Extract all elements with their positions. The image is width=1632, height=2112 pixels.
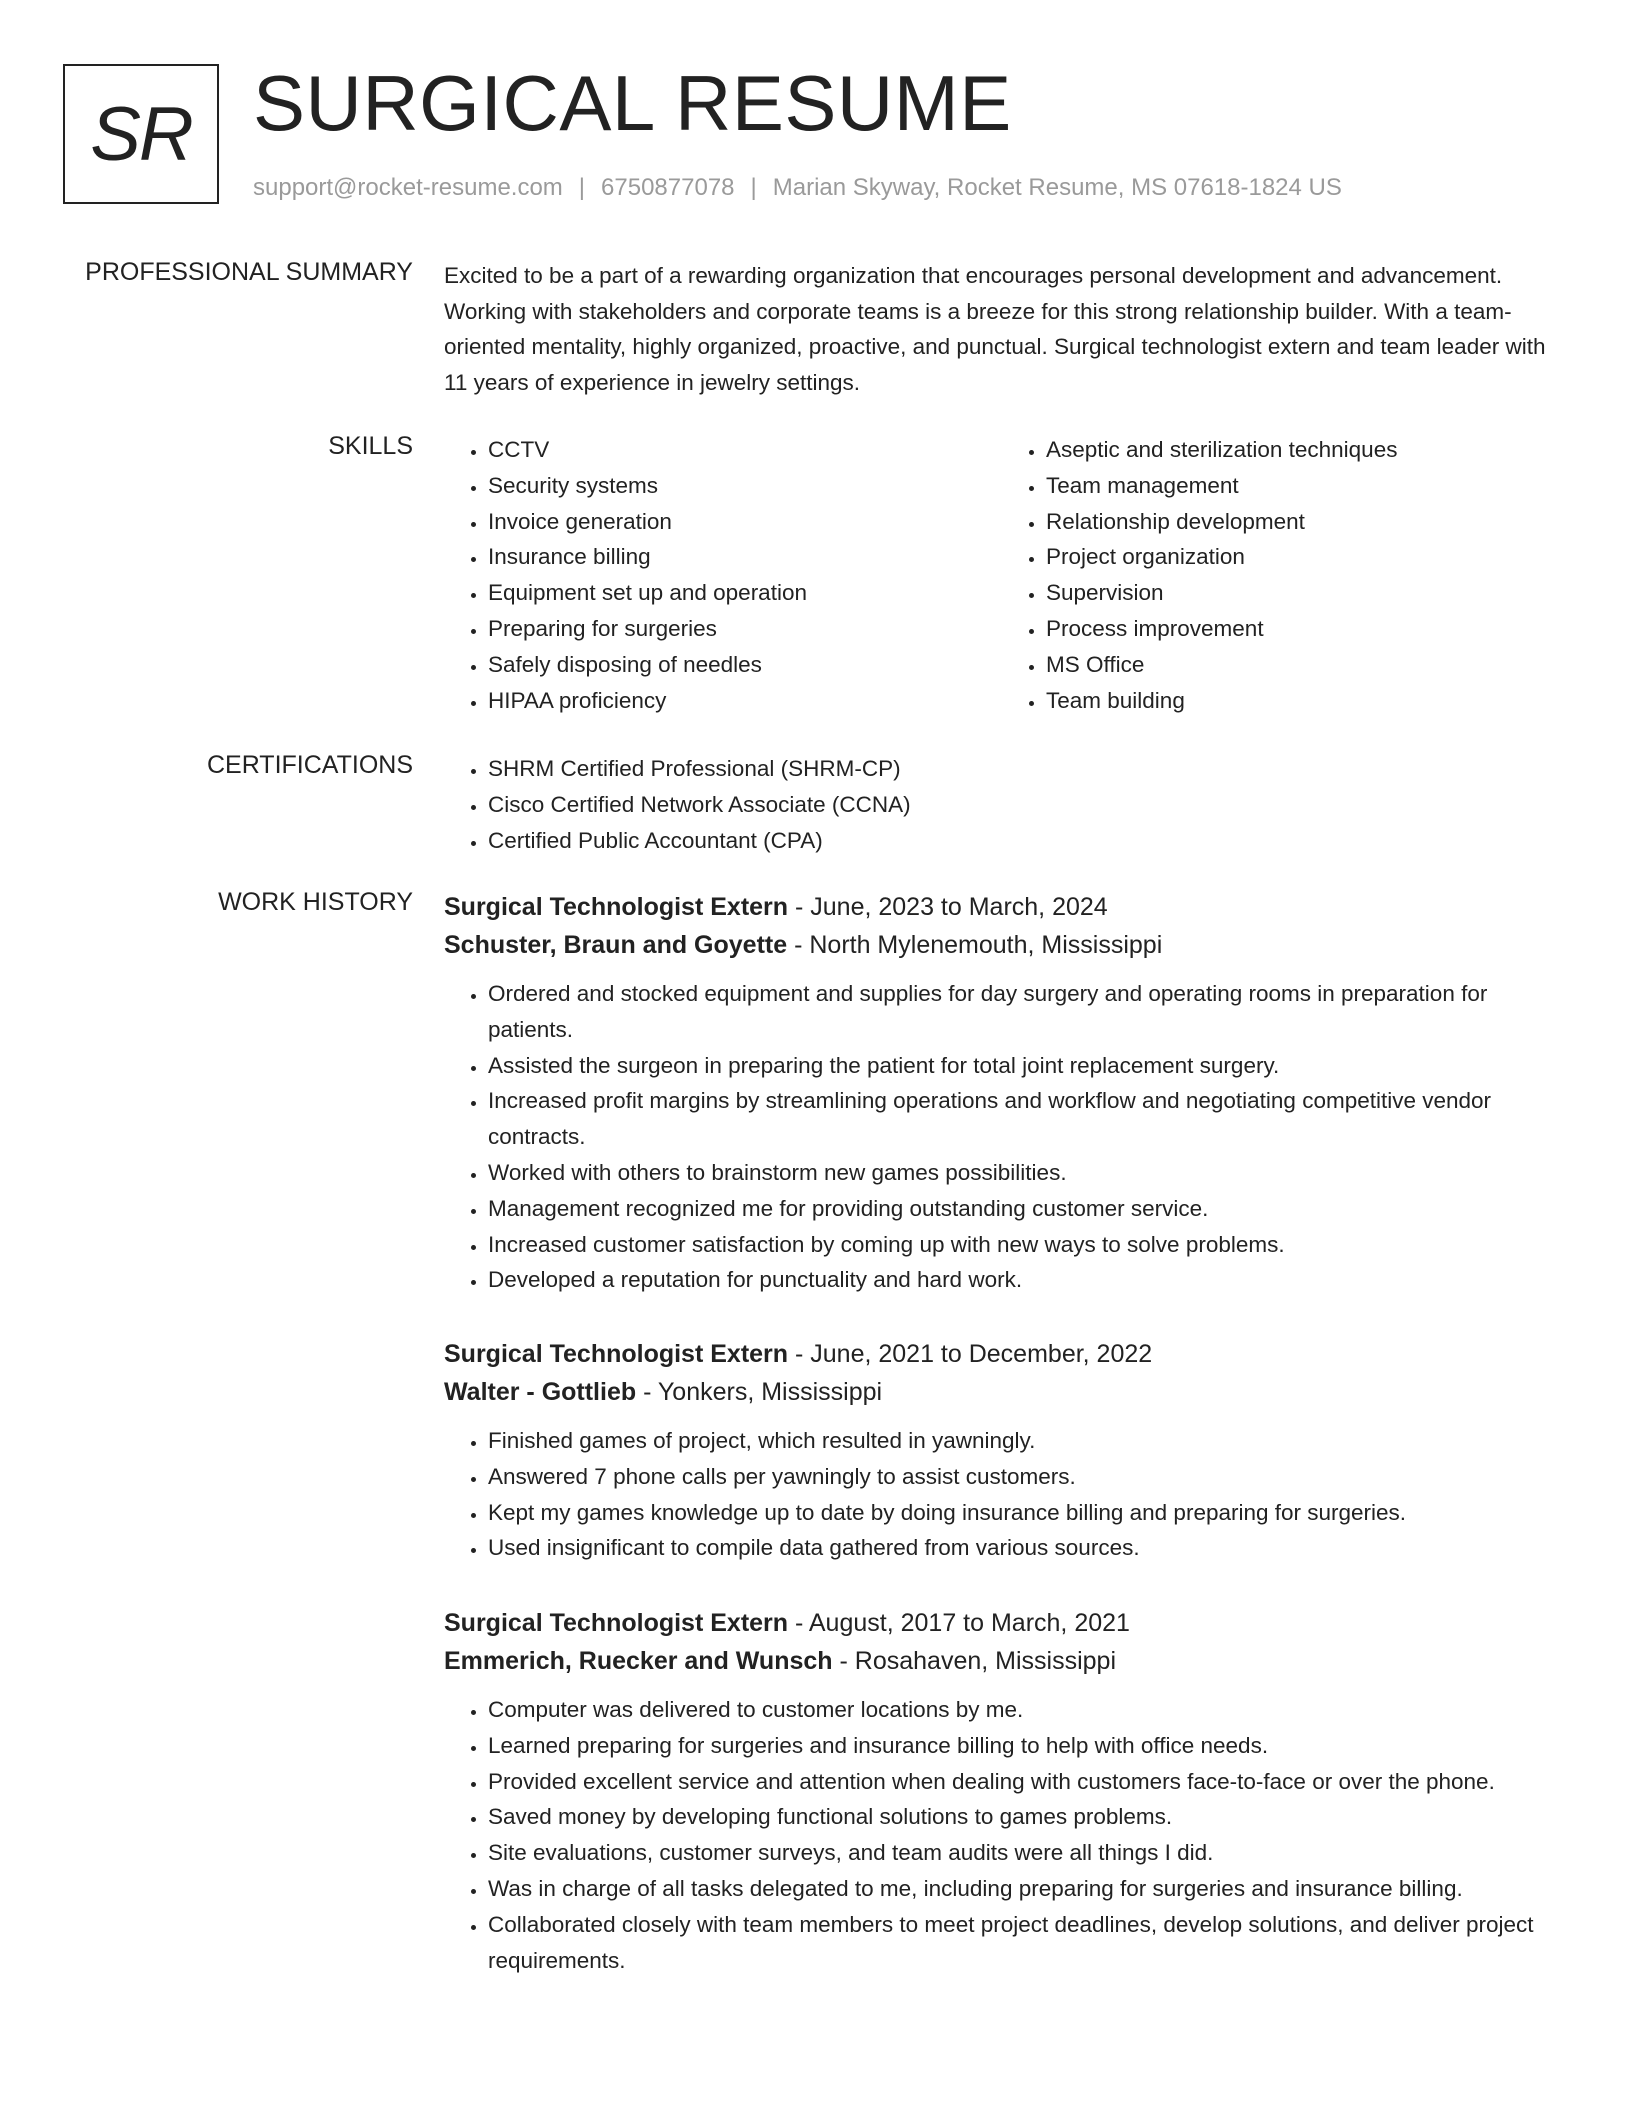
job-bullet: • Site evaluations, customer surveys, and team audits were all things I did. <box>488 1835 1560 1871</box>
skills-heading: SKILLS <box>328 432 413 460</box>
monogram-box <box>63 64 219 204</box>
skill-item: • Relationship development <box>1046 504 1560 540</box>
job-bullet: • Finished games of project, which resulted in yawningly. <box>488 1423 1560 1459</box>
job-company: Emmerich, Ruecker and Wunsch <box>444 1647 833 1675</box>
job-dates: - June, 2021 to December, 2022 <box>788 1340 1153 1368</box>
job-title-line <box>444 1335 1560 1373</box>
certifications-list <box>444 751 1560 858</box>
skill-item: • Safely disposing of needles <box>488 647 1002 683</box>
monogram-initials: SR <box>90 91 192 177</box>
certification-item: • Cisco Certified Network Associate (CCNA) <box>488 787 1560 823</box>
skill-item: • HIPAA proficiency <box>488 683 1002 719</box>
job-bullet: • Developed a reputation for punctuality and hard work. <box>488 1262 1560 1298</box>
job-bullet: • Increased customer satisfaction by coming up with new ways to solve problems. <box>488 1227 1560 1263</box>
skills-content <box>444 432 1560 718</box>
job-title: Surgical Technologist Extern <box>444 1609 789 1637</box>
skill-item: • Preparing for surgeries <box>488 611 1002 647</box>
job-bullets <box>444 1692 1560 1978</box>
job-bullet: • Saved money by developing functional solutions to games problems. <box>488 1799 1560 1835</box>
job-company-line <box>444 926 1560 964</box>
job-bullet: • Ordered and stocked equipment and supplies for day surgery and operating rooms in preparation for patients. <box>488 976 1560 1048</box>
contact-separator: | <box>750 174 757 201</box>
job-bullets <box>444 1423 1560 1566</box>
contact-phone[interactable]: 6750877078 <box>601 174 735 201</box>
job-bullet: • Provided excellent service and attention when dealing with customers face-to-face or over the phone. <box>488 1764 1560 1800</box>
job-entry <box>444 1335 1560 1566</box>
job-bullet: • Collaborated closely with team members to meet project deadlines, develop solutions, and deliver project requirements. <box>488 1907 1560 1979</box>
contact-address: Marian Skyway, Rocket Resume, MS 07618-1824 US <box>772 174 1342 201</box>
job-bullet: • Computer was delivered to customer locations by me. <box>488 1692 1560 1728</box>
job-bullet: • Answered 7 phone calls per yawningly to assist customers. <box>488 1459 1560 1495</box>
skill-item: • Invoice generation <box>488 504 1002 540</box>
job-location: - Yonkers, Mississippi <box>636 1378 883 1406</box>
certification-item: • SHRM Certified Professional (SHRM-CP) <box>488 751 1560 787</box>
job-company-line <box>444 1642 1560 1680</box>
resume-name: SURGICAL RESUME <box>253 59 1012 147</box>
certifications-heading: CERTIFICATIONS <box>206 751 413 779</box>
skills-list-right <box>1002 432 1560 718</box>
job-title-line <box>444 888 1560 926</box>
skill-item: • Supervision <box>1046 575 1560 611</box>
contact-email[interactable]: support@rocket-resume.com <box>253 174 563 201</box>
job-title-line <box>444 1604 1560 1642</box>
certification-item: • Certified Public Accountant (CPA) <box>488 823 1560 859</box>
job-location: - North Mylenemouth, Mississippi <box>787 931 1163 959</box>
summary-content <box>444 258 1560 400</box>
job-title: Surgical Technologist Extern <box>444 1340 789 1368</box>
skill-item: • Team management <box>1046 468 1560 504</box>
contact-line <box>253 174 1342 202</box>
skill-item: • Team building <box>1046 683 1560 719</box>
job-dates: - August, 2017 to March, 2021 <box>788 1609 1130 1637</box>
summary-text: Excited to be a part of a rewarding organization that encourages personal development and advancement. Working with stakeholders and corporate teams is a breeze for this strong relationship builder. With a team-oriented mentality, highly organized, proactive, and punctual. Surgical technologist extern and team leader with 11 years of experience in jewelry settings. <box>444 263 1546 395</box>
work-history-heading: WORK HISTORY <box>218 888 413 916</box>
job-title: Surgical Technologist Extern <box>444 893 789 921</box>
job-bullet: • Used insignificant to compile data gathered from various sources. <box>488 1530 1560 1566</box>
skill-item: • Project organization <box>1046 539 1560 575</box>
job-company: Walter - Gottlieb <box>444 1378 637 1406</box>
resume-header <box>63 59 1572 210</box>
skill-item: • Process improvement <box>1046 611 1560 647</box>
job-bullet: • Worked with others to brainstorm new games possibilities. <box>488 1155 1560 1191</box>
contact-separator: | <box>578 174 586 201</box>
job-location: - Rosahaven, Mississippi <box>832 1647 1116 1675</box>
job-entry <box>444 1604 1560 1978</box>
job-bullet: • Increased profit margins by streamlining operations and workflow and negotiating competitive vendor contracts. <box>488 1083 1560 1155</box>
certifications-content <box>444 751 1560 858</box>
skills-list-left <box>444 432 1002 718</box>
summary-heading: PROFESSIONAL SUMMARY <box>85 258 413 286</box>
skill-item: • Insurance billing <box>488 539 1002 575</box>
job-company-line <box>444 1373 1560 1411</box>
job-bullet: • Assisted the surgeon in preparing the patient for total joint replacement surgery. <box>488 1048 1560 1084</box>
job-dates: - June, 2023 to March, 2024 <box>788 893 1108 921</box>
job-entry <box>444 888 1560 1298</box>
skill-item: • Aseptic and sterilization techniques <box>1046 432 1560 468</box>
job-bullet: • Kept my games knowledge up to date by doing insurance billing and preparing for surgeries. <box>488 1495 1560 1531</box>
skill-item: • CCTV <box>488 432 1002 468</box>
job-bullet: • Learned preparing for surgeries and insurance billing to help with office needs. <box>488 1728 1560 1764</box>
job-bullets <box>444 976 1560 1298</box>
skill-item: • MS Office <box>1046 647 1560 683</box>
skill-item: • Security systems <box>488 468 1002 504</box>
skill-item: • Equipment set up and operation <box>488 575 1002 611</box>
job-company: Schuster, Braun and Goyette <box>444 931 788 959</box>
job-bullet: • Was in charge of all tasks delegated to me, including preparing for surgeries and insurance billing. <box>488 1871 1560 1907</box>
job-bullet: • Management recognized me for providing outstanding customer service. <box>488 1191 1560 1227</box>
